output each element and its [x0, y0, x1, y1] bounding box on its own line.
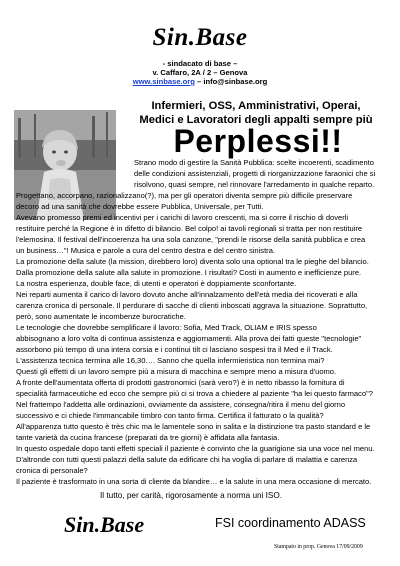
body-line: l'elemosina. Il festival dell'incoerenza ha una sola canzone, "prendi le risorse della sanità pubblica e crea [16, 235, 366, 244]
body-line: abbisognano a loro volta di continua assistenza e aggiornamenti. Alla prova dei fatti queste "tecnologie" [16, 334, 362, 343]
body-line: Le tecnologie che dovrebbe semplificare il lavoro: Sofia, Med Track, OLIAM e IRIS spesso [16, 323, 317, 332]
body-line: risolvono, quasi sempre, nel rinnovare l'arredamento in qualche reparto. [134, 180, 375, 189]
body-line: All'apparenza tutto questo è très chic ma le lamentele sono in salita e la distinzione tra pasto standard e le [16, 422, 371, 431]
body-line: restituire perché la Regione è in difetto di bilancio. Bel colpo! ai tavoli regionali si tratta per non restituire [16, 224, 363, 233]
body-line: un business…"! Musica e parole a cura del centro destra e del centro sinistra. [16, 246, 275, 255]
body-line: decoro ad una sanità che dovrebbe essere Pubblica, Universale, per Tutti. [16, 202, 264, 211]
body-line: Avevano promesso premi ed incentivi per i carichi di lavoro crescenti, ma si corre il rischio di doverli [16, 213, 349, 222]
body-line: specialità farmaceutiche ed ecco che sempre più ci si trova a chiedere al paziente "ha lei questo farmaco"? [16, 389, 373, 398]
body-line: carenza cronica di personale. Il perdurare di sacche di clienti inboscati aggrava la situazione. Soprattutto, [16, 301, 368, 310]
printed-note: Stampato in prop. Genova 17/09/2009 [274, 544, 363, 550]
body-line: successivo e ci chiede l'immancabile timbro con tanto firma. Certifica il fatturato o la qualità? [16, 411, 324, 420]
email-text: – info@sinbase.org [194, 77, 268, 86]
body-line: Progettano, accorpano, razionalizzano(?), ma per gli operatori diventa sempre più difficile preservare [16, 191, 353, 200]
headline: Perplessi!! [173, 123, 343, 159]
body-line: cronica di personale? [16, 466, 88, 475]
body-line: assorbono più tempo di una intera corsia e i continui tilt ci lasciano sospesi tra il Med e il Track. [16, 345, 333, 354]
categories-line-2: Medici e Lavoratori degli appalti sempre più [139, 113, 373, 126]
contact-line [0, 77, 400, 86]
body-line: La promozione della salute (la mission, direbbero loro) diventa solo una optional tra le pieghe del bilancio. [16, 257, 369, 266]
body-line: però, sono aumentate le incombenze burocratiche. [16, 312, 186, 321]
footer-logo: Sin.Base [64, 512, 145, 537]
closing-line: Il tutto, per carità, rigorosamente a norma uni ISO. [100, 491, 283, 500]
body-line: Questi gli effetti di un lavoro sempre più a misura di macchina e sempre meno a misura d'uomo. [16, 367, 337, 376]
body-line: Strano modo di gestire la Sanità Pubblica: scelte incoerenti, scadimento [134, 158, 374, 167]
union-address: v. Caffaro, 2A / 2 – Genova [152, 68, 248, 77]
body-line: La nostra esperienza, double face, di utenti e operatori è doppiamente sconfortante. [16, 279, 297, 288]
body-line: Il paziente è trasformato in una sorta di cliente da blandire… e la salute in una mera occasione di mercato. [16, 477, 372, 486]
body-line: A fronte dell'aumentata offerta di prodotti gastronomici (sarà vero?) è in netto ribasso la fornitura di [16, 378, 345, 387]
body-line: Nei reparti aumenta il carico di lavoro dovuto anche all'innalzamento dell'età media dei ricoverati e alla [16, 290, 358, 299]
categories-line-1: Infermieri, OSS, Amministrativi, Operai, [151, 100, 361, 112]
union-subtitle: - sindacato di base – [162, 59, 238, 68]
body-line: Dalla promozione della salute alla salute in promozione. I risultati? Costi in aumento e inefficienze pure. [16, 268, 362, 277]
body-line: tante varietà da cucina francese (preparati da tre giorni) è affidata alla fantasia. [16, 433, 280, 442]
coordination-name: FSI coordinamento ADASS [215, 516, 366, 530]
sinbase-logo: Sin.Base [152, 24, 248, 51]
body-line: Nel frattempo l'addetta alle ordinazioni, ovviamente da assistere, consegna/ritira il menu del giorno [16, 400, 346, 409]
body-line: D'altronde con tutti questi palazzi della salute da edificare chi ha voglia di parlare di malattia e carenza [16, 455, 358, 464]
body-line: L'assistenza tecnica termina alle 16,30…. Sanno che quella infermieristica non termina mai? [16, 356, 325, 365]
website-link[interactable]: www.sinbase.org [132, 77, 195, 86]
body-line: delle condizioni assistenziali, progetti di riorganizzazione faraonici che si [134, 169, 376, 178]
body-line: In questo ospedale dopo tanti effetti speciali il paziente è convinto che la guarigione sia una voce nel menu. [16, 444, 375, 453]
